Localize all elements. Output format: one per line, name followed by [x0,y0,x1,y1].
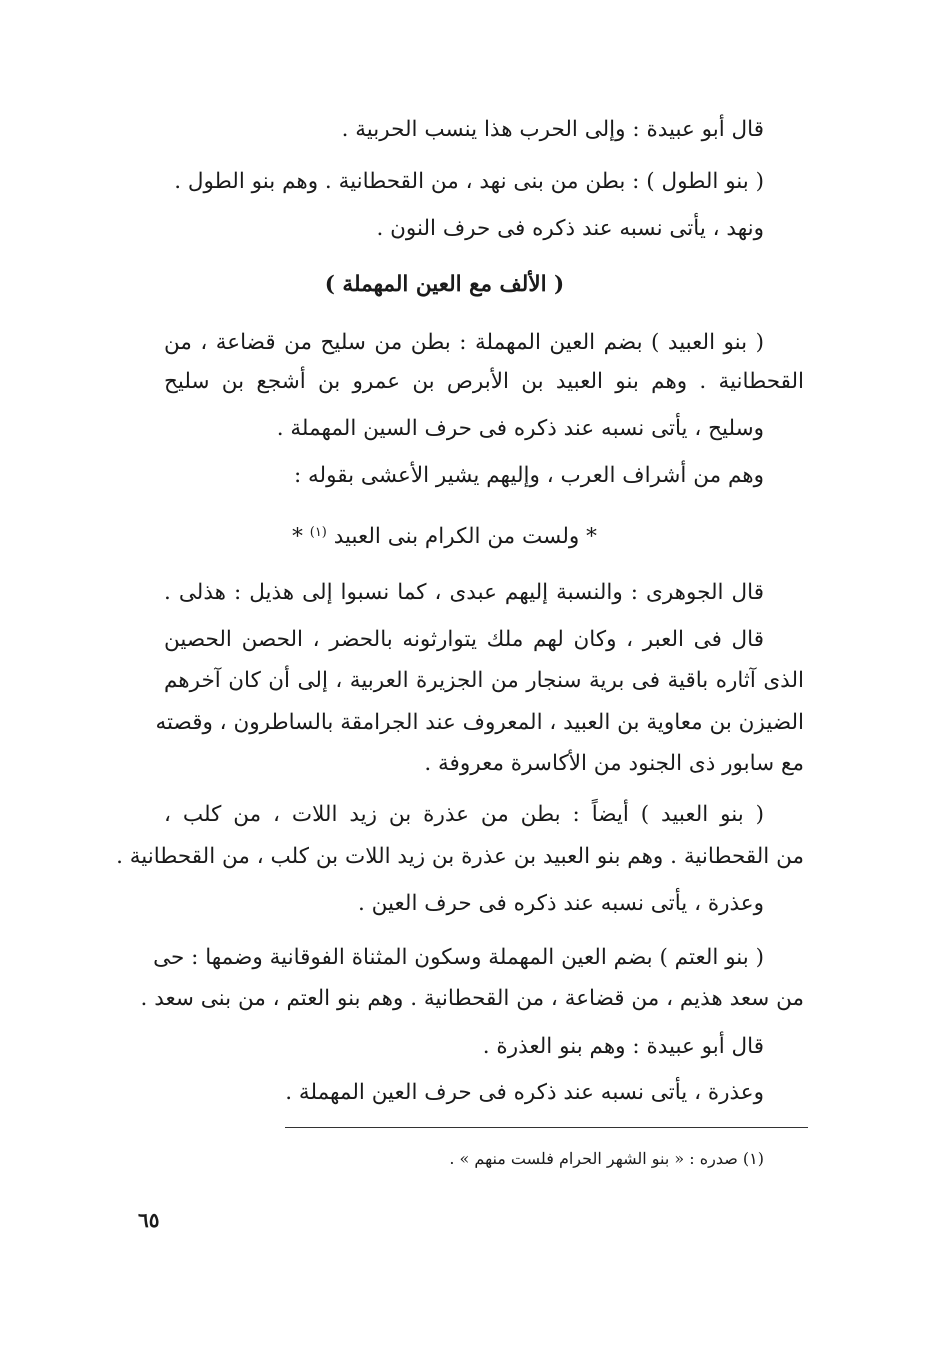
text-line: قال الجوهرى : والنسبة إليهم عبدى ، كما نسبوا إلى هذيل : هذلى . [164,580,764,605]
verse-line [0,518,929,552]
footnote-divider [285,1127,808,1128]
text-line: وعذرة ، يأتى نسبه عند ذكره فى حرف العين . [358,891,764,916]
verse-star: * [586,524,597,549]
section-heading: ( الألف مع العين المهملة ) [324,272,565,297]
text-line: من سعد هذيم ، من قضاعة ، من القحطانية . وهم بنو العتم ، من بنى سعد . [140,986,804,1011]
text-line: الضيزن بن معاوية بن العبيد ، المعروف عند الجرامقة بالساطرون ، وقصته [155,710,804,735]
text-line: من القحطانية . وهم بنو العبيد بن عذرة بن زيد اللات بن كلب ، من القحطانية . [116,844,804,869]
text-line: ( بنو العبيد ) أيضاً : بطن من عذرة بن زيد اللات ، من كلب ، [164,802,764,827]
text-line: قال فى العبر ، وكان لهم ملك يتوارثونه بالحضر ، الحصن الحصين [164,627,764,652]
text-line: ( بنو العتم ) بضم العين المهملة وسكون المثناة الفوقانية وضمها : حى [153,945,764,970]
text-line: القحطانية . وهم بنو العبيد بن الأبرص بن عمرو بن أشجع بن سليح [164,369,804,394]
footnote: (١) صدره : « بنو الشهر الحرام فلست منهم » . [449,1149,764,1168]
text-line: قال أبو عبيدة : وهم بنو العذرة . [482,1034,764,1059]
text-line: قال أبو عبيدة : وإلى الحرب هذا ينسب الحربية . [341,117,764,142]
text-line: الذى آثاره باقية فى برية سنجار من الجزيرة العربية ، إلى أن كان آخرهم [164,668,804,693]
text-line: ( بنو الطول ) : بطن من بنى نهد ، من القحطانية . وهم بنو الطول . [174,169,764,194]
page-number: ٦٥ [138,1208,160,1232]
footnote-marker: (١) [309,525,327,540]
verse-star: * [292,524,303,549]
text-line: مع سابور ذى الجنود من الأكاسرة معروفة . [424,751,804,776]
text-line: وهم من أشراف العرب ، وإليهم يشير الأعشى بقوله : [293,463,764,488]
text-line: وسليح ، يأتى نسبه عند ذكره فى حرف السين المهملة . [276,416,764,441]
verse-text: ولست من الكرام بنى العبيد [333,524,580,549]
text-line: وعذرة ، يأتى نسبه عند ذكره فى حرف العين المهملة . [285,1080,764,1105]
text-line: ونهد ، يأتى نسبه عند ذكره فى حرف النون . [376,216,764,241]
text-line: ( بنو العبيد ) بضم العين المهملة : بطن من سليح من قضاعة ، من [164,330,764,355]
